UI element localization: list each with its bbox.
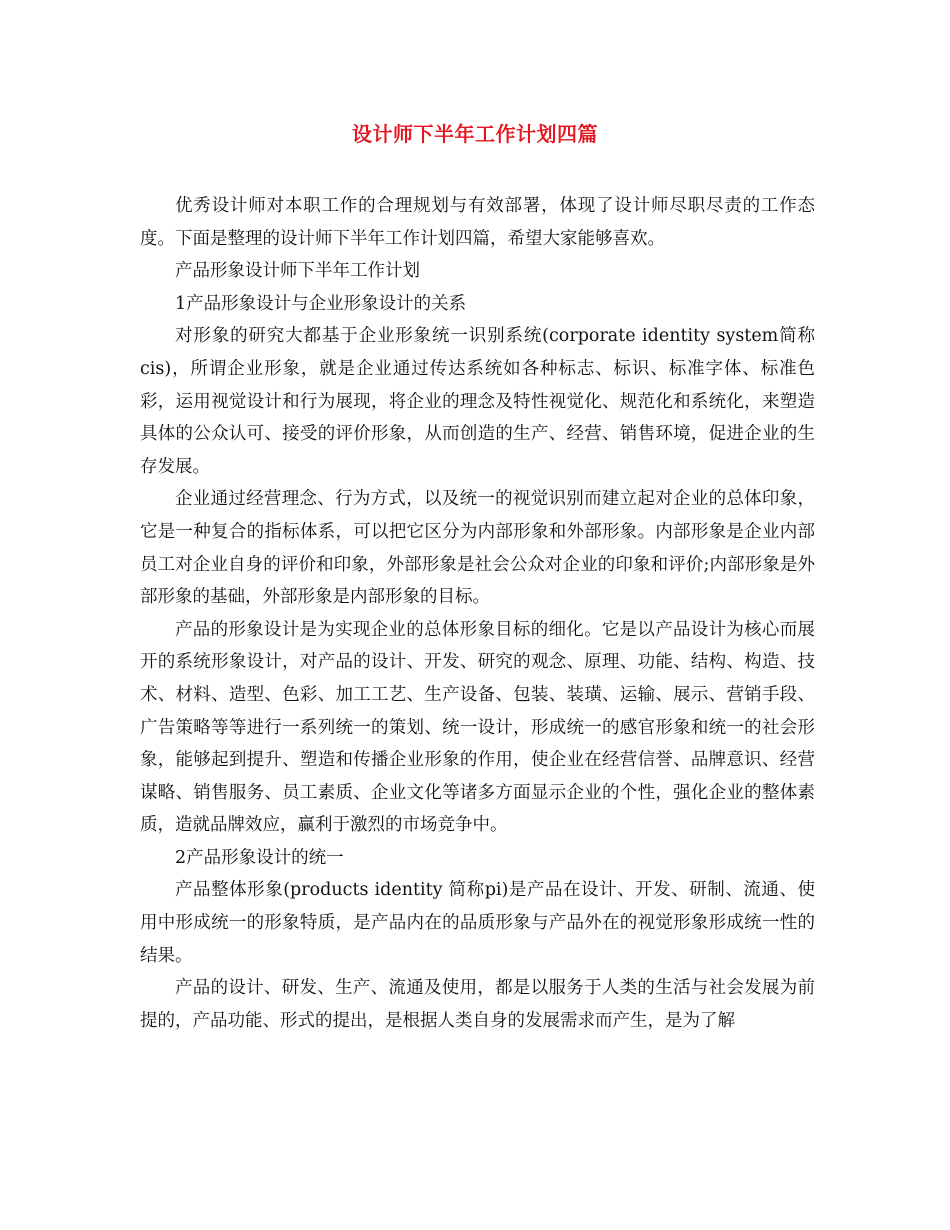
paragraph-intro: 优秀设计师对本职工作的合理规划与有效部署，体现了设计师尽职尽责的工作态度。下面是整理的设计师下半年工作计划四篇，希望大家能够喜欢。 <box>140 196 815 249</box>
document-title: 设计师下半年工作计划四篇 <box>352 122 598 146</box>
paragraph: 企业通过经营理念、行为方式，以及统一的视觉识别而建立起对企业的总体印象，它是一种复合的指标体系，可以把它区分为内部形象和外部形象。内部形象是企业内部员工对企业自身的评价和印象，外部形象是社会公众对企业的印象和评价;内部形象是外部形象的基础，外部形象是内部形象的目标。 <box>140 489 815 608</box>
document-body <box>140 190 815 1037</box>
paragraph: 产品的设计、研发、生产、流通及使用，都是以服务于人类的生活与社会发展为前提的，产品功能、形式的提出，是根据人类自身的发展需求而产生，是为了解 <box>140 978 815 1031</box>
section-heading: 产品形象设计师下半年工作计划 <box>175 261 420 282</box>
paragraph: 对形象的研究大都基于企业形象统一识别系统(corporate identity system简称cis)，所谓企业形象，就是企业通过传达系统如各种标志、标识、标准字体、标准色彩，运用视觉设计和行为展现，将企业的理念及特性视觉化、规范化和系统化，来塑造具体的公众认可、接受的评价形象，从而创造的生产、经营、销售环境，促进企业的生存发展。 <box>140 326 815 477</box>
subsection-heading-1: 1产品形象设计与企业形象设计的关系 <box>175 293 467 314</box>
subsection-heading-2: 2产品形象设计的统一 <box>175 847 344 868</box>
paragraph: 产品整体形象(products identity 简称pi)是产品在设计、开发、研制、流通、使用中形成统一的形象特质，是产品内在的品质形象与产品外在的视觉形象形成统一性的结果。 <box>140 880 815 966</box>
paragraph: 产品的形象设计是为实现企业的总体形象目标的细化。它是以产品设计为核心而展开的系统形象设计，对产品的设计、开发、研究的观念、原理、功能、结构、构造、技术、材料、造型、色彩、加工工艺、生产设备、包装、装璜、运输、展示、营销手段、广告策略等等进行一系列统一的策划、统一设计，形成统一的感官形象和统一的社会形象，能够起到提升、塑造和传播企业形象的作用，使企业在经营信誉、品牌意识、经营谋略、销售服务、员工素质、企业文化等诸多方面显示企业的个性，强化企业的整体素质，造就品牌效应，赢利于激烈的市场竞争中。 <box>140 619 815 836</box>
